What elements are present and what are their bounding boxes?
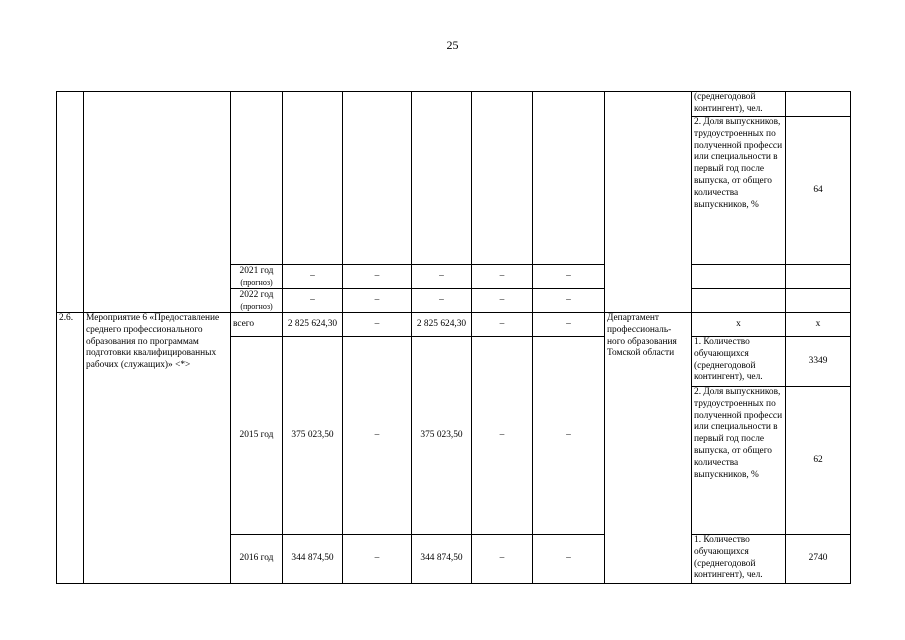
cell-2015-c1: 375 023,50: [283, 337, 343, 535]
cell-2021-c1: –: [283, 265, 343, 289]
cell-2015-c5: –: [533, 337, 605, 535]
cell-2016-c1: 344 874,50: [283, 535, 343, 584]
value-2016-1: 2740: [786, 535, 851, 584]
cell-2015-c2: –: [343, 337, 412, 535]
year-2021: 2021 год (прогноз): [231, 265, 283, 289]
cell-2021-c2: –: [343, 265, 412, 289]
total-indicator: х: [692, 313, 786, 337]
cell-2021-c5: –: [533, 265, 605, 289]
cell-2015-c3: 375 023,50: [412, 337, 472, 535]
year-2015: 2015 год: [231, 337, 283, 535]
indicator-2015-1: 1. Количество обучающихся (среднегодовой контингент), чел.: [692, 337, 786, 387]
year-2022: 2022 год (прогноз): [231, 289, 283, 313]
total-c3: 2 825 624,30: [412, 313, 472, 337]
cell-2016-c3: 344 874,50: [412, 535, 472, 584]
cell-2022-c4: –: [472, 289, 533, 313]
title-cell-empty: [84, 92, 231, 313]
num-cell-empty: [57, 92, 84, 313]
cell-2015-c4: –: [472, 337, 533, 535]
cell-2022-c1: –: [283, 289, 343, 313]
total-value: х: [786, 313, 851, 337]
measure-title: Мероприятие 6 «Предоставление среднего профессионального образования по программам подготовки квалифицированных рабочих (служащих)» <*>: [84, 313, 231, 584]
cell-2021-c3: –: [412, 265, 472, 289]
total-label: всего: [231, 313, 283, 337]
page-number: 25: [446, 38, 459, 52]
cell-2016-c5: –: [533, 535, 605, 584]
executor-cell-empty: [605, 92, 692, 313]
total-c2: –: [343, 313, 412, 337]
indicator-continued: (среднегодовой контингент), чел.: [692, 92, 786, 117]
indicator-2016-1: 1. Количество обучающихся (среднегодовой контингент), чел.: [692, 535, 786, 584]
total-c5: –: [533, 313, 605, 337]
year-cell-empty: [231, 92, 283, 265]
cell-2021-c4: –: [472, 265, 533, 289]
value-2015-1: 3349: [786, 337, 851, 387]
cell-2022-c5: –: [533, 289, 605, 313]
indicator-2015-2: 2. Доля выпускников, трудоустроенных по полученной професси или специальности в первый год после выпуска, от общего количества выпускников, %: [692, 387, 786, 535]
cell-2022-c2: –: [343, 289, 412, 313]
cell-2022-c3: –: [412, 289, 472, 313]
indicator-2-text: 2. Доля выпускников, трудоустроенных по полученной професси или специальности в первый год после выпуска, от общего количества выпускников, %: [692, 117, 786, 265]
indicator-2-value: 64: [786, 117, 851, 265]
year-2016: 2016 год: [231, 535, 283, 584]
cell-2016-c2: –: [343, 535, 412, 584]
total-c1: 2 825 624,30: [283, 313, 343, 337]
measure-number: 2.6.: [57, 313, 84, 584]
cell-2016-c4: –: [472, 535, 533, 584]
measure-executor: Департамент профессиональ-ного образования Томской области: [605, 313, 692, 584]
total-c4: –: [472, 313, 533, 337]
value-2015-2: 62: [786, 387, 851, 535]
program-table: [56, 91, 851, 584]
